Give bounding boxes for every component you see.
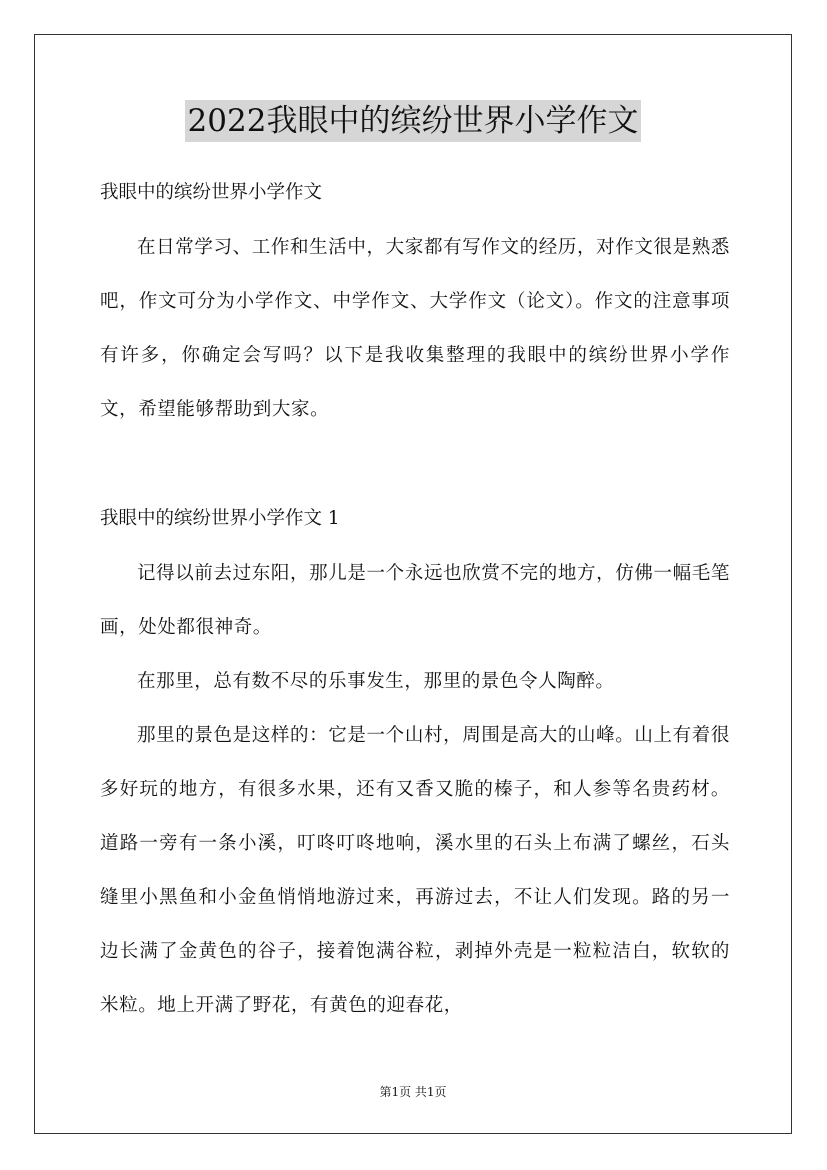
- body-paragraph: 在那里，总有数不尽的乐事发生，那里的景色令人陶醉。: [137, 671, 615, 692]
- body-paragraph: 记得以前去过东阳，那儿是一个永远也欣赏不完的地方，仿佛一幅毛笔画，处处都很神奇。: [100, 563, 730, 638]
- body-paragraph: 那里的景色是这样的：它是一个山村，周围是高大的山峰。山上有着很多好玩的地方，有很多水果，还有又香又脆的榛子，和人参等名贵药材。道路一旁有一条小溪，叮咚叮咚地响，溪水里的石头上布满了螺丝，石头缝里小黑鱼和小金鱼悄悄地游过来，再游过去，不让人们发现。路的另一边长满了金黄色的谷子，接着饱满谷粒，剥掉外壳是一粒粒洁白，软软的米粒。地上开满了野花，有黄色的迎春花，: [100, 725, 730, 1016]
- intro-paragraph: 在日常学习、工作和生活中，大家都有写作文的经历，对作文很是熟悉吧，作文可分为小学作文、中学作文、大学作文（论文）。作文的注意事项有许多，你确定会写吗？以下是我收集整理的我眼中的缤纷世界小学作文，希望能够帮助到大家。: [100, 237, 730, 420]
- title-area: [34, 100, 792, 142]
- essay-heading: 我眼中的缤纷世界小学作文 1: [100, 508, 340, 529]
- page-number-footer: 第1页 共1页: [379, 1085, 447, 1099]
- document-title: 2022我眼中的缤纷世界小学作文: [185, 100, 642, 142]
- intro-heading: 我眼中的缤纷世界小学作文: [100, 182, 323, 203]
